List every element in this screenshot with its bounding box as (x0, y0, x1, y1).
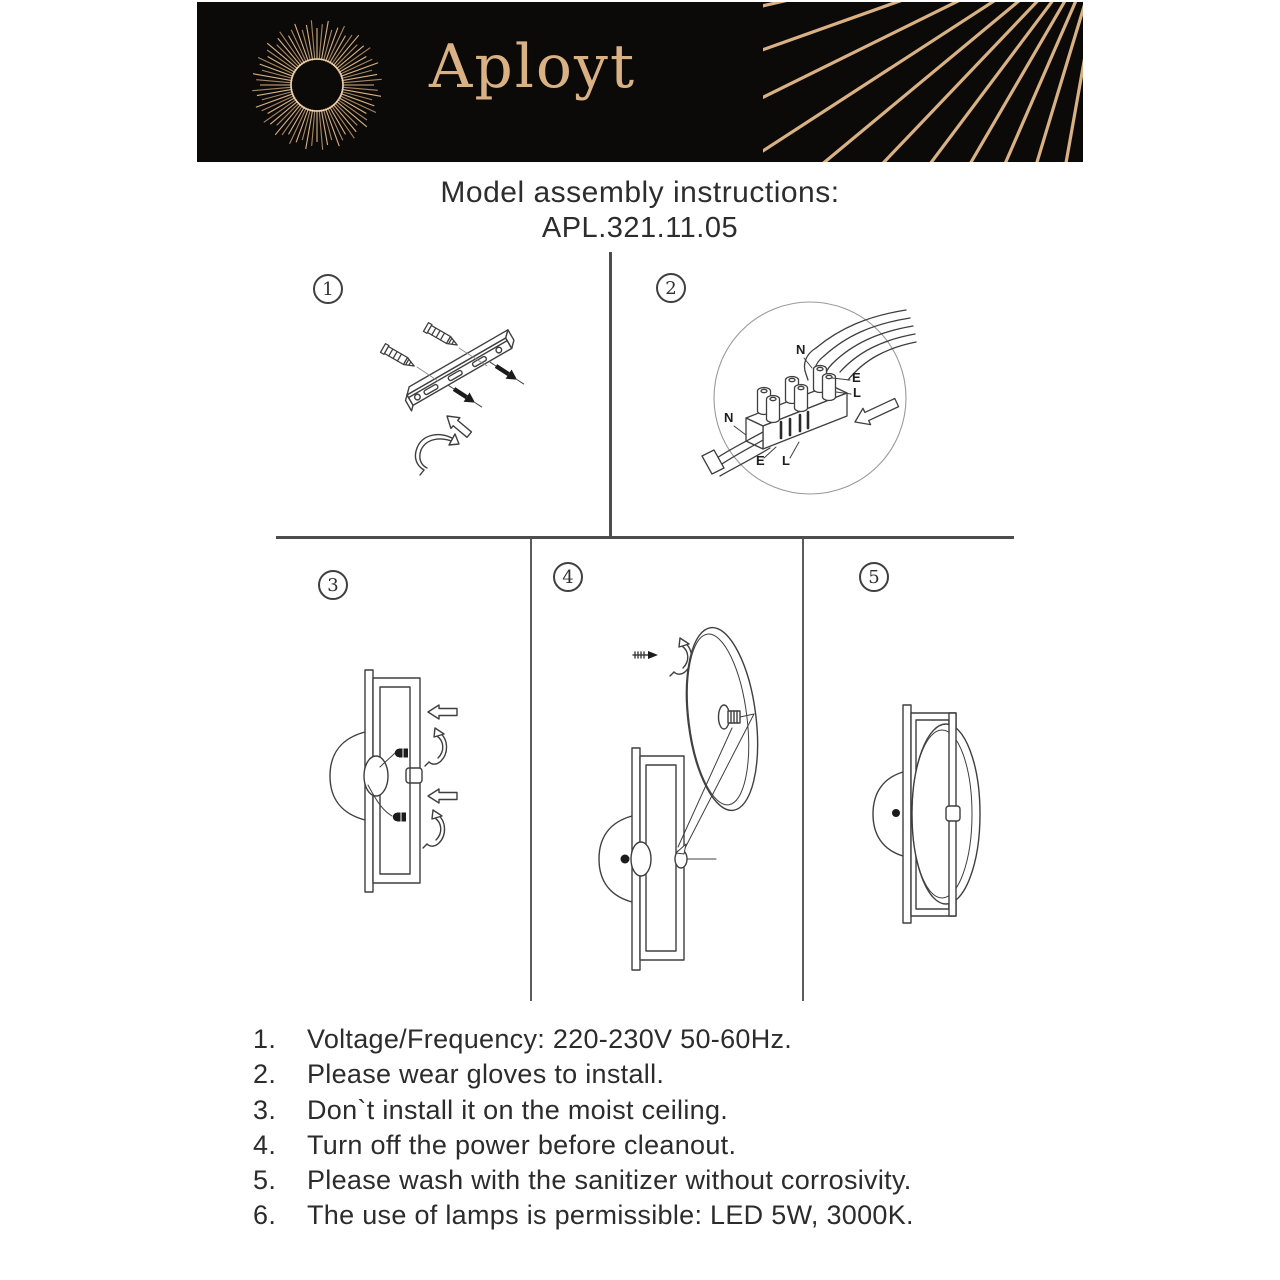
step-3-badge (318, 570, 348, 600)
step-5-diagram (858, 692, 1003, 937)
list-item-number: 5. (253, 1165, 277, 1196)
step-5-number: 5 (868, 566, 880, 588)
list-item-text: The use of lamps is permissible: LED 5W, 3000K. (307, 1200, 914, 1231)
divider-horizontal (276, 536, 1014, 539)
step-3-number: 3 (327, 574, 339, 596)
list-item-number: 6. (253, 1200, 277, 1231)
list-item (253, 1128, 1053, 1163)
step-4-diagram (580, 620, 805, 980)
wire-label-l-bottom: L (782, 453, 790, 468)
wire-label-e-bottom: E (756, 453, 765, 468)
wire-label-n-top: N (796, 342, 806, 357)
step-4-badge (553, 562, 583, 592)
step-3-diagram (320, 645, 485, 895)
step-2-number: 2 (665, 277, 677, 299)
list-item-text: Voltage/Frequency: 220-230V 50-60Hz. (307, 1024, 793, 1054)
divider-vertical-left (530, 539, 532, 1001)
page-title: Model assembly instructions: (440, 176, 840, 209)
list-item (253, 1198, 1053, 1233)
list-item-number: 2. (253, 1059, 277, 1090)
starburst-logo-icon (247, 15, 387, 155)
list-item-text: Don`t install it on the moist ceiling. (307, 1094, 729, 1125)
step-2-badge (656, 273, 686, 303)
list-item-text: Please wash with the sanitizer without corrosivity. (307, 1165, 912, 1196)
step-5-badge (859, 562, 889, 592)
list-item-number: 4. (253, 1129, 277, 1160)
instruction-list (253, 1022, 1053, 1234)
step-1-diagram (360, 298, 640, 488)
corner-rays-decoration (763, 2, 1083, 162)
list-item-text: Please wear gloves to install. (307, 1059, 665, 1090)
model-number: APL.321.11.05 (541, 212, 739, 244)
list-item (253, 1057, 1053, 1092)
step-1-number: 1 (322, 278, 334, 300)
list-item-number: 3. (253, 1094, 277, 1125)
step-4-number: 4 (562, 566, 574, 588)
list-item-text: Turn off the power before cleanout. (307, 1129, 737, 1160)
list-item (253, 1022, 1053, 1057)
brand-banner (197, 2, 1083, 162)
list-item-number: 1. (253, 1024, 277, 1054)
list-item (253, 1093, 1053, 1128)
step-2-diagram (700, 292, 920, 507)
list-item (253, 1163, 1053, 1198)
wire-label-e-top: E (852, 370, 861, 385)
wire-label-n-bottom: N (724, 410, 734, 425)
brand-name: Aployt (429, 32, 637, 102)
step-1-badge (313, 274, 343, 304)
wire-label-l-top: L (853, 385, 861, 400)
